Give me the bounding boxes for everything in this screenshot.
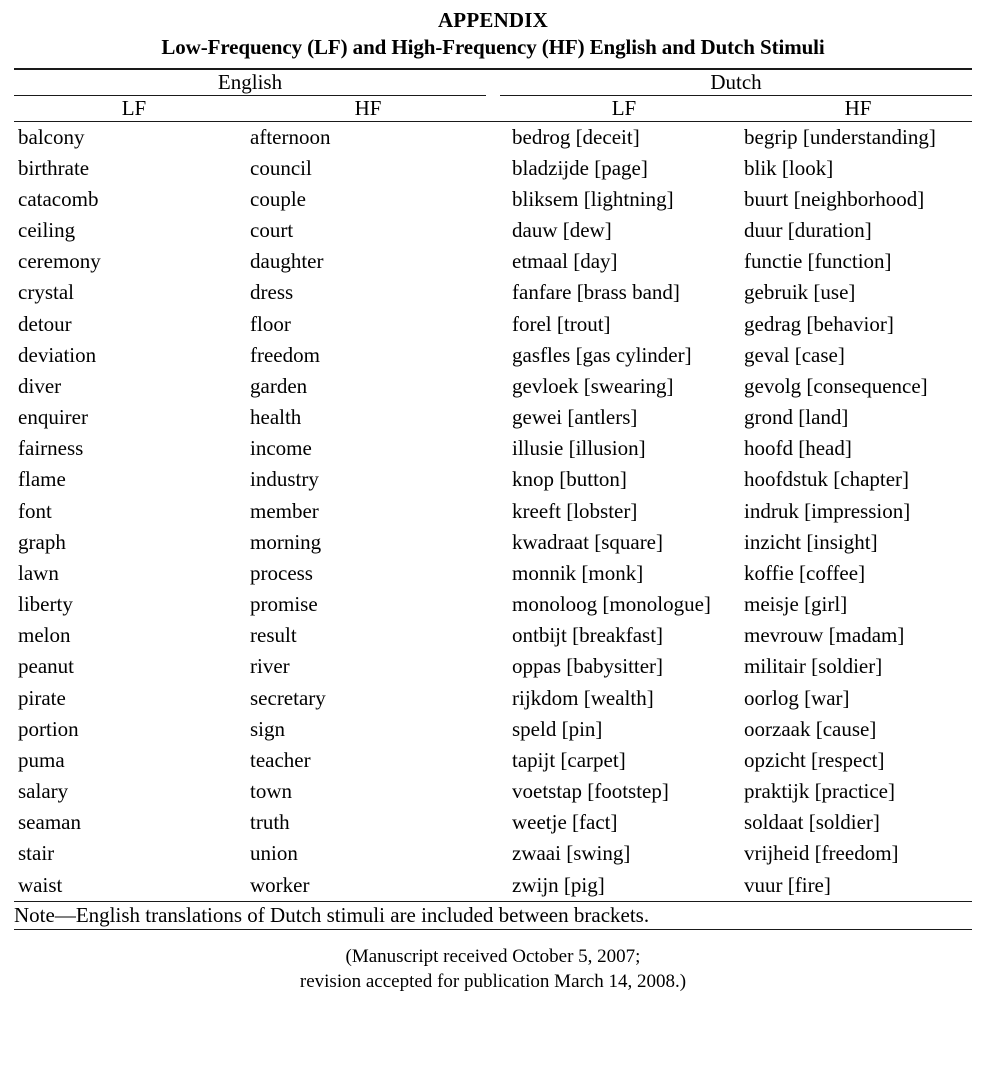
cell-dutch-hf: buurt [neighborhood]	[744, 186, 925, 211]
group-header-english: English	[14, 69, 486, 96]
cell-english-lf: detour	[18, 311, 72, 336]
cell-gap	[486, 527, 500, 558]
cell-gap	[486, 402, 500, 433]
table-row	[14, 121, 972, 153]
cell-english-lf: peanut	[18, 654, 74, 679]
cell-dutch-lf: gevloek [swearing]	[512, 373, 674, 398]
cell-gap	[486, 683, 500, 714]
cell-english-lf: enquirer	[18, 405, 88, 430]
cell-gap	[486, 277, 500, 308]
cell-english-hf: daughter	[250, 249, 324, 274]
cell-gap	[486, 838, 500, 869]
cell-dutch-hf: koffie [coffee]	[744, 560, 866, 585]
column-header-dutch-hf: HF	[736, 95, 972, 121]
cell-dutch-hf: gedrag [behavior]	[744, 311, 894, 336]
table-row	[14, 558, 972, 589]
cell-english-hf: union	[250, 841, 298, 866]
cell-english-hf: river	[250, 654, 290, 679]
group-header-row	[14, 69, 972, 96]
table-row	[14, 402, 972, 433]
cell-english-hf: court	[250, 218, 294, 243]
table-row	[14, 215, 972, 246]
manuscript-received-line2: revision accepted for publication March 14, 2008.)	[299, 971, 687, 993]
cell-english-lf: flame	[18, 467, 66, 492]
table-row	[14, 246, 972, 277]
cell-english-lf: puma	[18, 747, 65, 772]
cell-dutch-lf: kreeft [lobster]	[512, 498, 638, 523]
cell-english-lf: balcony	[18, 124, 85, 149]
cell-dutch-lf: fanfare [brass band]	[512, 280, 680, 305]
column-header-gap	[486, 95, 500, 121]
cell-dutch-hf: hoofd [head]	[744, 436, 852, 461]
stimuli-table	[14, 68, 972, 931]
cell-dutch-hf: geval [case]	[744, 342, 845, 367]
cell-dutch-hf: soldaat [soldier]	[744, 810, 880, 835]
cell-dutch-lf: zwaai [swing]	[512, 841, 631, 866]
table-row	[14, 527, 972, 558]
cell-gap	[486, 153, 500, 184]
column-header-dutch-lf: LF	[500, 95, 736, 121]
stimuli-table-body	[14, 69, 972, 931]
cell-english-hf: promise	[250, 592, 318, 617]
cell-dutch-hf: praktijk [practice]	[744, 779, 895, 804]
cell-english-lf: font	[18, 498, 52, 523]
cell-english-lf: salary	[18, 779, 69, 804]
cell-gap	[486, 215, 500, 246]
cell-dutch-hf: militair [soldier]	[744, 654, 883, 679]
cell-english-hf: health	[250, 405, 302, 430]
title-block	[14, 8, 972, 60]
table-row	[14, 714, 972, 745]
cell-dutch-lf: ontbijt [breakfast]	[512, 623, 664, 648]
table-row	[14, 371, 972, 402]
page-title: APPENDIX	[437, 8, 549, 32]
cell-dutch-hf: blik [look]	[744, 155, 834, 180]
table-row	[14, 683, 972, 714]
cell-dutch-lf: gasfles [gas cylinder]	[512, 342, 692, 367]
cell-dutch-lf: dauw [dew]	[512, 218, 612, 243]
table-row	[14, 651, 972, 682]
cell-english-lf: crystal	[18, 280, 74, 305]
cell-gap	[486, 714, 500, 745]
table-row	[14, 838, 972, 869]
group-header-dutch: Dutch	[500, 69, 972, 96]
cell-dutch-lf: bliksem [lightning]	[512, 186, 674, 211]
cell-dutch-hf: indruk [impression]	[744, 498, 911, 523]
cell-dutch-hf: hoofdstuk [chapter]	[744, 467, 910, 492]
column-header-english-lf: LF	[14, 95, 250, 121]
cell-dutch-hf: grond [land]	[744, 405, 849, 430]
table-row	[14, 870, 972, 902]
cell-gap	[486, 776, 500, 807]
cell-gap	[486, 620, 500, 651]
cell-dutch-lf: illusie [illusion]	[512, 436, 646, 461]
table-row	[14, 620, 972, 651]
cell-english-lf: deviation	[18, 342, 97, 367]
cell-dutch-lf: zwijn [pig]	[512, 872, 605, 897]
group-header-gap	[486, 69, 500, 96]
cell-dutch-hf: vrijheid [freedom]	[744, 841, 899, 866]
cell-english-hf: member	[250, 498, 319, 523]
cell-dutch-hf: opzicht [respect]	[744, 747, 885, 772]
cell-english-hf: town	[250, 779, 292, 804]
cell-english-hf: income	[250, 436, 312, 461]
table-row	[14, 464, 972, 495]
cell-english-hf: floor	[250, 311, 291, 336]
cell-dutch-hf: gevolg [consequence]	[744, 373, 928, 398]
cell-english-hf: industry	[250, 467, 319, 492]
cell-english-lf: diver	[18, 373, 62, 398]
table-row	[14, 184, 972, 215]
cell-dutch-hf: gebruik [use]	[744, 280, 856, 305]
cell-gap	[486, 651, 500, 682]
cell-english-hf: dress	[250, 280, 294, 305]
cell-english-hf: council	[250, 155, 312, 180]
cell-gap	[486, 340, 500, 371]
cell-dutch-hf: duur [duration]	[744, 218, 872, 243]
cell-dutch-lf: oppas [babysitter]	[512, 654, 664, 679]
cell-english-hf: teacher	[250, 747, 311, 772]
column-header-row	[14, 95, 972, 121]
cell-english-lf: stair	[18, 841, 55, 866]
table-row	[14, 309, 972, 340]
cell-dutch-lf: bedrog [deceit]	[512, 124, 640, 149]
cell-dutch-lf: rijkdom [wealth]	[512, 685, 654, 710]
cell-dutch-lf: etmaal [day]	[512, 249, 618, 274]
cell-english-hf: truth	[250, 810, 290, 835]
cell-english-lf: melon	[18, 623, 71, 648]
page-subtitle: Low-Frequency (LF) and High-Frequency (HF) English and Dutch Stimuli	[161, 34, 825, 59]
cell-english-hf: garden	[250, 373, 308, 398]
cell-dutch-hf: inzicht [insight]	[744, 529, 878, 554]
cell-dutch-hf: begrip [understanding]	[744, 124, 936, 149]
cell-gap	[486, 870, 500, 902]
table-row	[14, 153, 972, 184]
cell-english-lf: ceremony	[18, 249, 101, 274]
cell-dutch-hf: mevrouw [madam]	[744, 623, 905, 648]
cell-gap	[486, 496, 500, 527]
cell-gap	[486, 433, 500, 464]
cell-english-lf: seaman	[18, 810, 81, 835]
table-row	[14, 433, 972, 464]
table-row	[14, 776, 972, 807]
cell-english-lf: pirate	[18, 685, 66, 710]
cell-dutch-hf: oorlog [war]	[744, 685, 850, 710]
cell-dutch-lf: kwadraat [square]	[512, 529, 663, 554]
cell-dutch-lf: monnik [monk]	[512, 560, 644, 585]
cell-english-hf: worker	[250, 872, 310, 897]
table-note: Note—English translations of Dutch stimuli are included between brackets.	[14, 901, 972, 929]
table-row	[14, 496, 972, 527]
cell-english-hf: couple	[250, 186, 306, 211]
cell-dutch-lf: bladzijde [page]	[512, 155, 648, 180]
cell-english-hf: morning	[250, 529, 322, 554]
cell-gap	[486, 309, 500, 340]
manuscript-received-block	[14, 944, 972, 994]
cell-dutch-hf: vuur [fire]	[744, 872, 831, 897]
cell-dutch-hf: functie [function]	[744, 249, 892, 274]
cell-english-lf: graph	[18, 529, 66, 554]
cell-english-lf: fairness	[18, 436, 84, 461]
cell-english-hf: freedom	[250, 342, 320, 367]
table-row	[14, 340, 972, 371]
cell-english-hf: afternoon	[250, 124, 331, 149]
cell-english-lf: ceiling	[18, 218, 76, 243]
cell-dutch-hf: meisje [girl]	[744, 592, 848, 617]
cell-dutch-lf: tapijt [carpet]	[512, 747, 626, 772]
cell-dutch-lf: forel [trout]	[512, 311, 611, 336]
table-row	[14, 807, 972, 838]
table-row	[14, 745, 972, 776]
cell-gap	[486, 184, 500, 215]
cell-dutch-lf: knop [button]	[512, 467, 627, 492]
manuscript-received-line1: (Manuscript received October 5, 2007;	[345, 946, 641, 968]
column-header-english-hf: HF	[250, 95, 486, 121]
cell-english-lf: waist	[18, 872, 63, 897]
table-row	[14, 589, 972, 620]
cell-dutch-lf: speld [pin]	[512, 716, 603, 741]
cell-gap	[486, 121, 500, 153]
final-rule	[14, 930, 972, 931]
cell-english-lf: liberty	[18, 592, 73, 617]
cell-gap	[486, 246, 500, 277]
cell-dutch-lf: monoloog [monologue]	[512, 592, 711, 617]
cell-english-hf: result	[250, 623, 297, 648]
cell-english-lf: catacomb	[18, 186, 99, 211]
cell-english-hf: sign	[250, 716, 286, 741]
cell-dutch-lf: weetje [fact]	[512, 810, 618, 835]
cell-dutch-hf: oorzaak [cause]	[744, 716, 877, 741]
cell-gap	[486, 464, 500, 495]
cell-dutch-lf: voetstap [footstep]	[512, 779, 669, 804]
cell-dutch-lf: gewei [antlers]	[512, 405, 638, 430]
cell-english-lf: portion	[18, 716, 79, 741]
cell-english-hf: secretary	[250, 685, 326, 710]
table-row	[14, 277, 972, 308]
cell-gap	[486, 589, 500, 620]
cell-english-lf: birthrate	[18, 155, 90, 180]
cell-english-hf: process	[250, 560, 313, 585]
cell-gap	[486, 745, 500, 776]
cell-gap	[486, 807, 500, 838]
cell-english-lf: lawn	[18, 560, 59, 585]
cell-gap	[486, 371, 500, 402]
table-bottom-rule-row	[14, 901, 972, 929]
cell-gap	[486, 558, 500, 589]
table-final-rule-row	[14, 930, 972, 931]
